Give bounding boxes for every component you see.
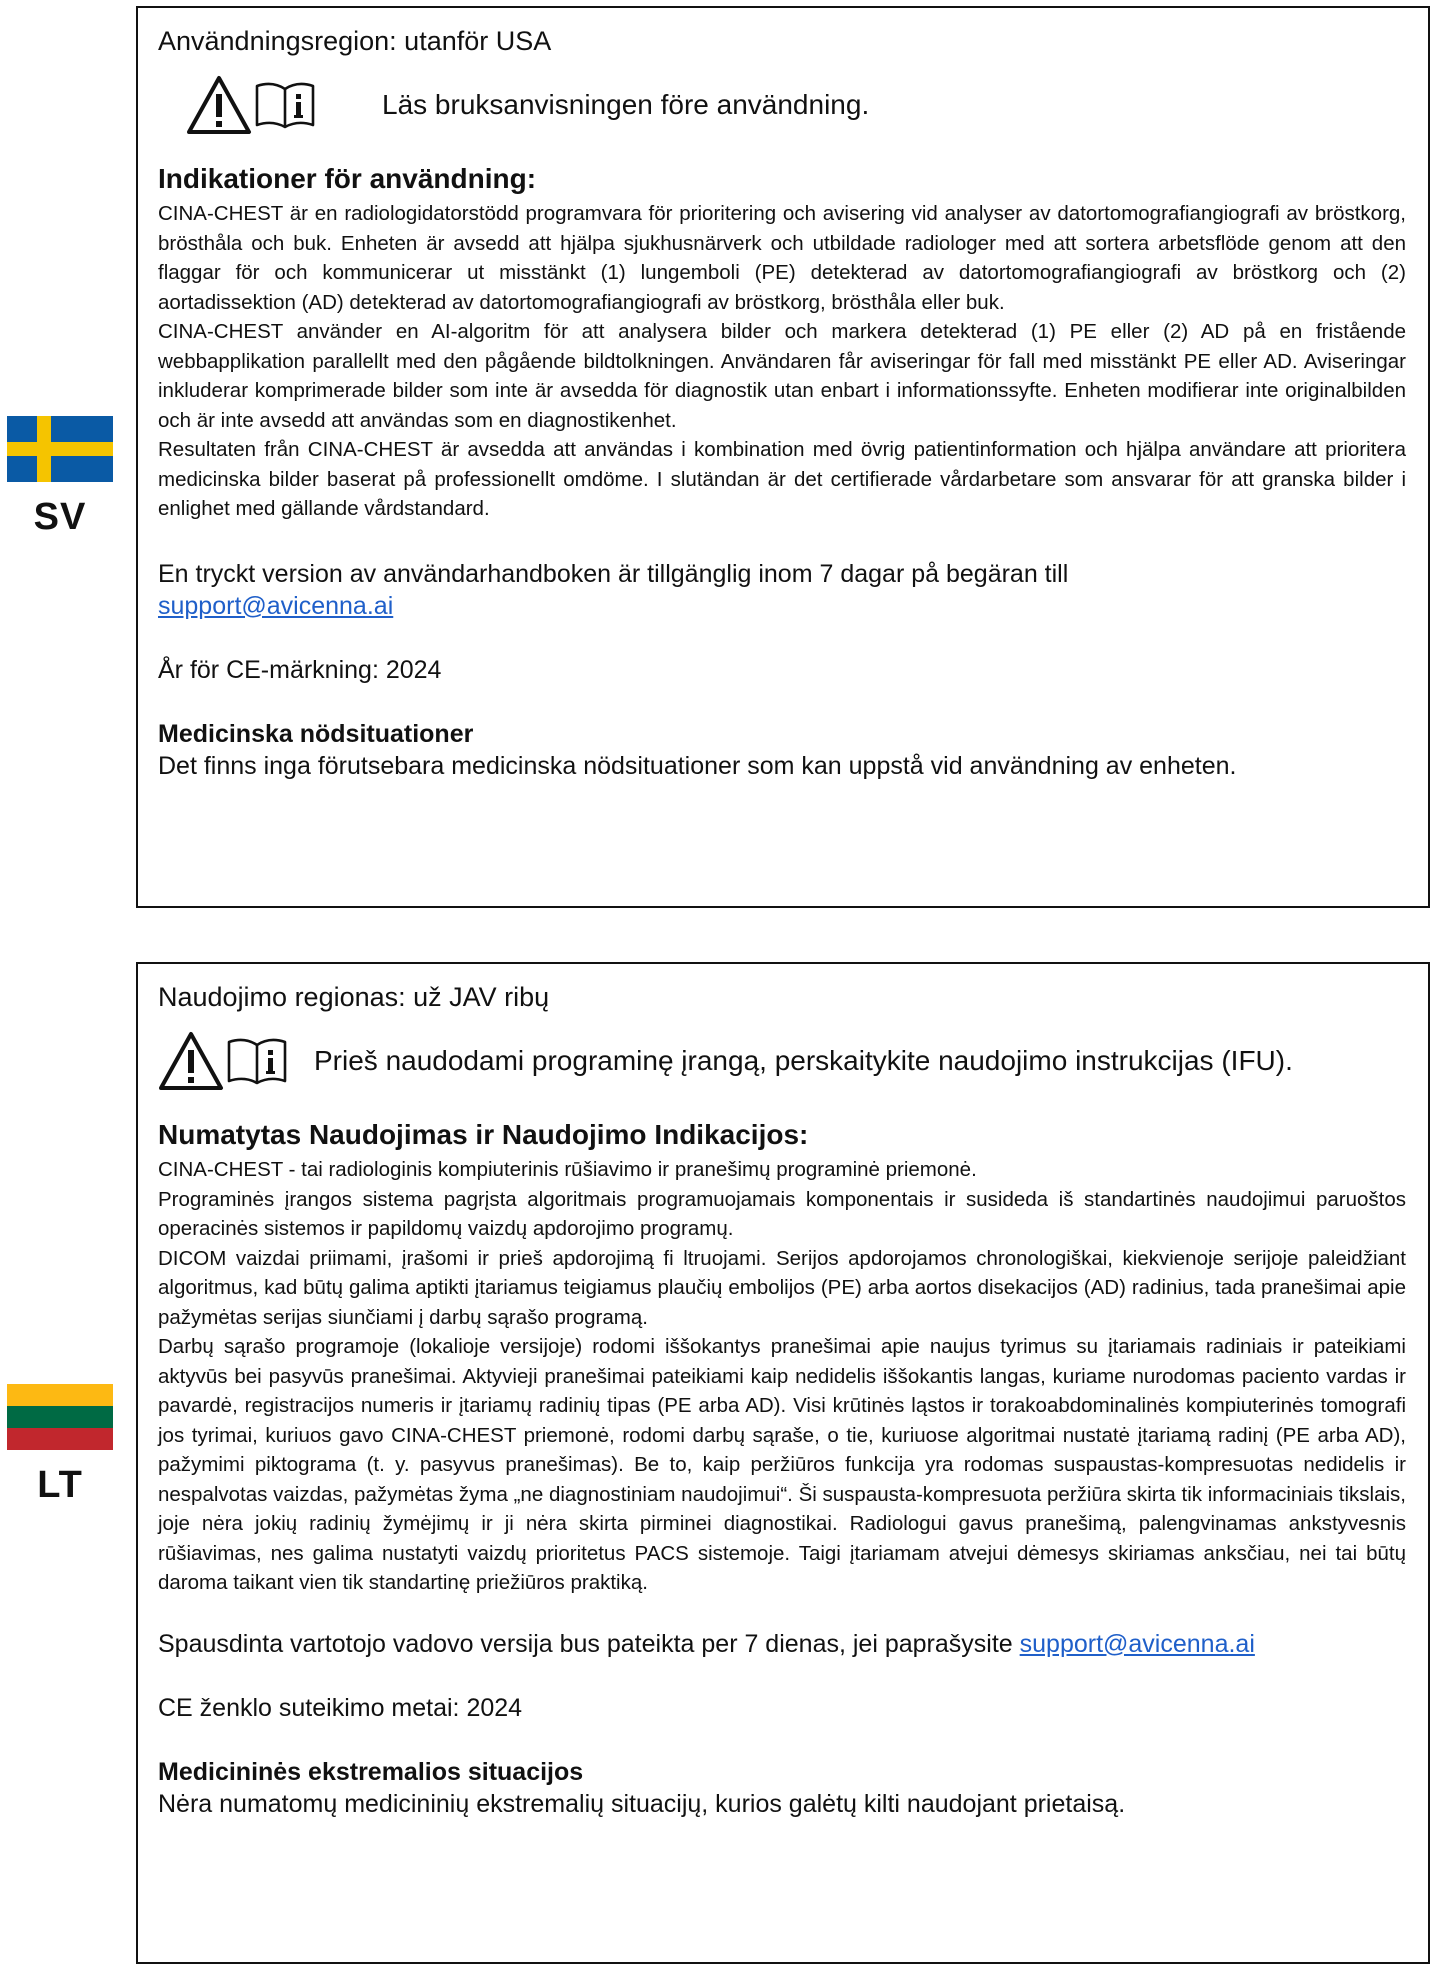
printed-version-notice-sv [158, 558, 1406, 622]
language-code-sv: SV [33, 496, 87, 538]
indications-heading-lt: Numatytas Naudojimas ir Naudojimo Indikacijos: [158, 1119, 809, 1150]
indications-paragraph-lt-2: Programinės įrangos sistema pagrįsta algoritmais programuojamais komponentais ir susideda iš standartinės naudojimui paruoštos operacinės sistemos ir papildomų vaizdų apdorojimo programų. [158, 1187, 1406, 1240]
ifu-text-lt: Prieš naudodami programinę įrangą, perskaitykite naudojimo instrukcijas (IFU). [314, 1045, 1293, 1076]
indications-paragraph-lt-1: CINA-CHEST - tai radiologinis kompiuterinis rūšiavimo ir pranešimų programinė priemonė. [158, 1158, 977, 1181]
usage-region-lt: Naudojimo regionas: už JAV ribų [158, 982, 550, 1012]
indications-paragraph-sv-2: CINA-CHEST använder en AI-algoritm för att analysera bilder och markera detekterad (1) PE eller (2) AD på en fristående webbapplikation parallellt med den pågående bildtolkningen. Användaren får aviseringar för fall med misstänkt PE eller AD. Aviseringar inkluderar komprimerade bilder som inte är avsedda för diagnostik utan enbart i informationssyfte. Enheten modifierar inte originalbilden och är inte avsedd att användas som en diagnostikenhet. [158, 320, 1406, 432]
language-indicator-sv [0, 416, 120, 539]
ifu-text-sv: Läs bruksanvisningen före användning. [382, 89, 870, 120]
section-lithuanian [0, 962, 1436, 1968]
lithuania-flag-icon [7, 1384, 113, 1450]
emergency-text-sv: Det finns inga förutsebara medicinska nödsituationer som kan uppstå vid användning av enheten. [158, 751, 1237, 780]
support-email-link-lt[interactable]: support@avicenna.ai [1019, 1629, 1255, 1658]
support-email-link-sv[interactable]: support@avicenna.ai [158, 591, 394, 620]
indications-paragraph-sv-1: CINA-CHEST är en radiologidatorstödd programvara för prioritering och avisering vid analyser av datortomografiangiografi av bröstkorg, brösthåla och buk. Enheten är avsedd att hjälpa sjukhusnärverk och utbildade radiologer med att sortera arbetsflöde genom att den flaggar för och kommunicerar ut misstänkt (1) lungemboli (PE) detekterad av datortomografiangiografi av bröstkorg och (2) aortadissektion (AD) detekterad av datortomografiangiografi av bröstkorg, brösthåla eller buk. [158, 202, 1406, 314]
language-code-lt: LT [37, 1464, 83, 1506]
printed-version-notice-lt [158, 1628, 1406, 1660]
indications-paragraph-lt-3: DICOM vaizdai priimami, įrašomi ir prieš apdorojimą fi ltruojami. Serijos apdorojamos chronologiškai, kiekvienoje serijoje paleidžiant algoritmus, kad būtų galima aptikti įtariamus teigiamus plaučių embolijos (PE) arba aortos disekacijos (AD) radinius, tada pranešimai apie pažymėtas serijas siunčiami į darbų sąrašo programą. [158, 1246, 1406, 1329]
language-indicator-lt [0, 1384, 120, 1507]
info-box-sv [136, 6, 1430, 908]
info-box-lt [136, 962, 1430, 1964]
printed-version-text-lt: Spausdinta vartotojo vadovo versija bus pateikta per 7 dienas, jei paprašysite [158, 1629, 1013, 1658]
ce-marking-year-sv: År för CE-märkning: 2024 [158, 655, 442, 684]
warning-icon [158, 1031, 224, 1091]
indications-heading-sv: Indikationer för användning: [158, 163, 537, 194]
printed-version-text-sv: En tryckt version av användarhandboken är tillgänglig inom 7 dagar på begäran till [158, 559, 1069, 588]
consult-instructions-icon [226, 1037, 288, 1085]
ifu-notice-lt [158, 1023, 1406, 1099]
ifu-notice-sv [158, 67, 1406, 143]
indications-paragraph-lt-4: Darbų sąrašo programoje (lokalioje versijoje) rodomi iššokantys pranešimai apie naujus tyrimus su įtariamais radiniais ir pateikiami aktyvūs bei pasyvūs pranešimai. Aktyvieji pranešimai pateikiami kaip nedidelis iššokantis langas, kuriame nurodomas paciento vardas ir pavardė, registracijos numeris ir įtariamų radinių tipas (PE arba AD). Visi krūtinės ląstos ir torakoabdominalinės kompiuterinės tomografi jos tyrimai, kuriuos gavo CINA-CHEST priemonė, rodomi darbų sąraše, o tie, kuriuose algoritmai nustatė įtariamą radinį (PE arba AD), pažymimi piktograma (t. y. pasyvus pranešimas). Be to, kaip peržiūros funkcija yra rodomas suspaustas-kompresuotas nedidelis ir nespalvotas vaizdas, pažymėtas žyma „ne diagnostiniam naudojimui“. Ši suspausta-kompresuota peržiūra skirta tik informaciniais tikslais, joje nėra jokių radinių žymėjimų ir ji nėra skirta pirminei diagnostikai. Radiologui gavus pranešimą, palengvinamas ankstyvesnis rūšiavimas, nes galima nustatyti vaizdų prioritetus PACS sistemoje. Taigi įtariamam atvejui dėmesys skiriamas anksčiau, nei tai būtų daroma taikant vien tik standartinę priežiūros praktiką. [158, 1335, 1406, 1594]
emergency-text-lt: Nėra numatomų medicininių ekstremalių situacijų, kurios galėtų kilti naudojant prietaisą. [158, 1789, 1126, 1818]
emergency-heading-sv: Medicinska nödsituationer [158, 719, 474, 748]
usage-region-sv: Användningsregion: utanför USA [158, 26, 552, 56]
ce-marking-year-lt: CE ženklo suteikimo metai: 2024 [158, 1693, 523, 1722]
indications-paragraph-sv-3: Resultaten från CINA-CHEST är avsedda att användas i kombination med övrig patientinformation och hjälpa användare att prioritera medicinska bilder baserat på professionellt omdöme. I slutändan är det certifierade vårdarbetare som ansvarar för att granska bilder i enlighet med gällande vårdstandard. [158, 438, 1406, 520]
section-swedish [0, 0, 1436, 910]
emergency-heading-lt: Medicininės ekstremalios situacijos [158, 1757, 584, 1786]
sweden-flag-icon [7, 416, 113, 482]
consult-instructions-icon [254, 81, 316, 129]
warning-icon [186, 75, 252, 135]
